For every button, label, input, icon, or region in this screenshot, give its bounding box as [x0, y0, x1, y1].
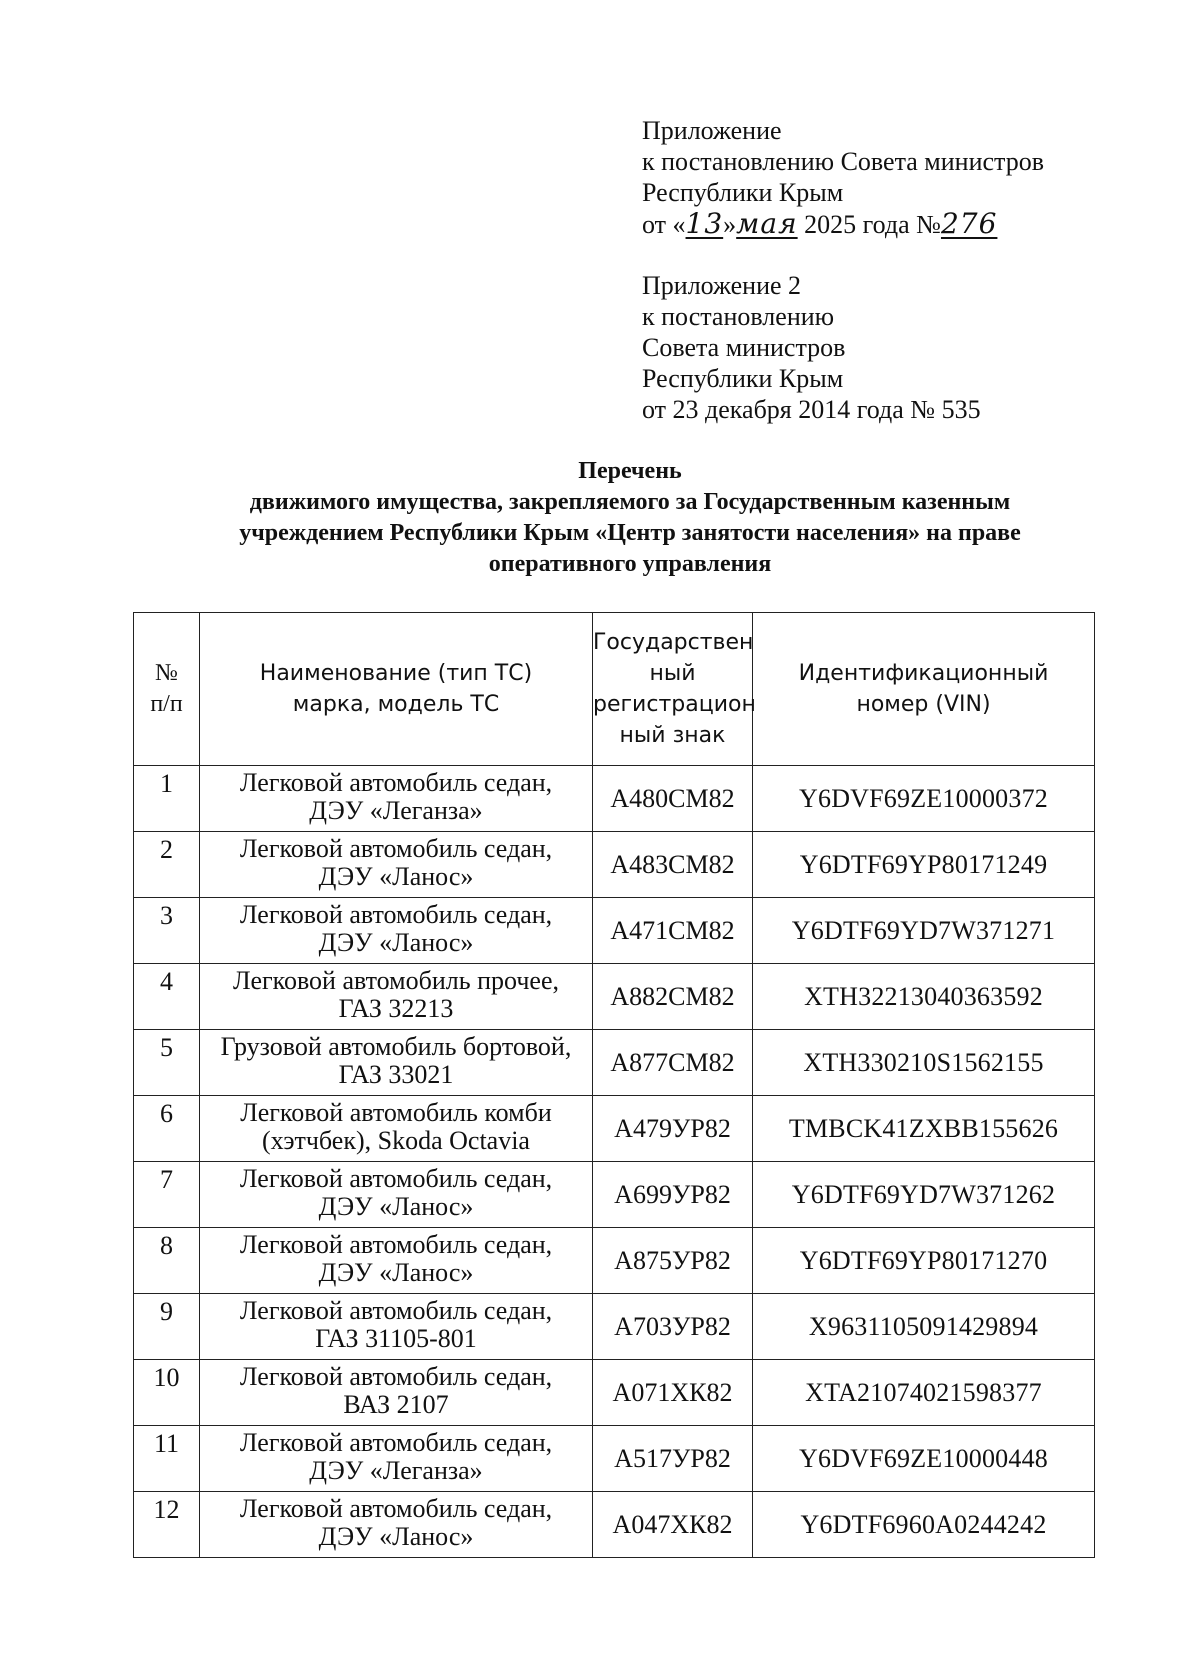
- row-number: 4: [134, 964, 200, 1030]
- title-line-2: движимого имущества, закрепляемого за Государственным казенным: [249, 489, 1011, 515]
- table-row: [134, 1162, 1095, 1228]
- vehicle-table: [133, 612, 1095, 1558]
- header-num-line2: п/п: [150, 691, 183, 717]
- table-header-row: [134, 613, 1095, 766]
- vehicle-type: Легковой автомобиль седан,: [239, 1164, 553, 1193]
- appendix-original-block: [642, 270, 981, 425]
- vehicle-model: ВАЗ 2107: [343, 1390, 449, 1419]
- registration-plate: А480СМ82: [593, 766, 753, 832]
- appendix-title: Приложение: [642, 116, 782, 145]
- header-name: [200, 613, 593, 766]
- table-row: [134, 1030, 1095, 1096]
- registration-plate: А882СМ82: [593, 964, 753, 1030]
- vin-number: XTH32213040363592: [753, 964, 1095, 1030]
- vehicle-name: [200, 1096, 593, 1162]
- vin-number: XTA21074021598377: [753, 1360, 1095, 1426]
- document-title: [150, 456, 1110, 580]
- row-number: 12: [134, 1492, 200, 1558]
- registration-plate: А483СМ82: [593, 832, 753, 898]
- header-name-line1: Наименование (тип ТС): [259, 661, 533, 686]
- row-number: 6: [134, 1096, 200, 1162]
- date-year-text: 2025 года №: [797, 210, 941, 239]
- vin-number: TMBCK41ZXBB155626: [753, 1096, 1095, 1162]
- vehicle-type: Легковой автомобиль седан,: [239, 1296, 553, 1325]
- header-vin-line1: Идентификационный: [798, 661, 1049, 686]
- appendix-date-line: [642, 208, 1044, 240]
- header-plate-line2: ный: [649, 661, 696, 686]
- row-number: 11: [134, 1426, 200, 1492]
- vehicle-model: ДЭУ «Ланос»: [318, 862, 474, 891]
- title-line-1: Перечень: [578, 458, 682, 484]
- vehicle-model: ДЭУ «Ланос»: [318, 1192, 474, 1221]
- row-number: 8: [134, 1228, 200, 1294]
- vehicle-type: Грузовой автомобиль бортовой,: [220, 1032, 572, 1061]
- header-vin: [753, 613, 1095, 766]
- vehicle-model: ДЭУ «Ланос»: [318, 1522, 474, 1551]
- vin-number: Y6DTF69YD7W371262: [753, 1162, 1095, 1228]
- vehicle-name: [200, 1030, 593, 1096]
- registration-plate: А699УР82: [593, 1162, 753, 1228]
- table-row: [134, 898, 1095, 964]
- appendix-republic-line: Республики Крым: [642, 178, 844, 207]
- registration-plate: А071ХК82: [593, 1360, 753, 1426]
- vehicle-type: Легковой автомобиль седан,: [239, 768, 553, 797]
- original-republic-line: Республики Крым: [642, 364, 844, 393]
- vehicle-name: [200, 898, 593, 964]
- title-line-3: учреждением Республики Крым «Центр занятости населения» на праве: [239, 520, 1021, 546]
- vin-number: XTH330210S1562155: [753, 1030, 1095, 1096]
- table-row: [134, 766, 1095, 832]
- original-appendix-title: Приложение 2: [642, 271, 802, 300]
- vehicle-name: [200, 1162, 593, 1228]
- row-number: 5: [134, 1030, 200, 1096]
- handwritten-day: 13: [685, 207, 724, 240]
- vehicle-model: (хэтчбек), Skoda Octavia: [262, 1126, 530, 1155]
- header-plate-line1: Государствен: [593, 630, 754, 655]
- row-number: 7: [134, 1162, 200, 1228]
- vehicle-name: [200, 964, 593, 1030]
- table-row: [134, 1096, 1095, 1162]
- row-number: 3: [134, 898, 200, 964]
- vehicle-name: [200, 1492, 593, 1558]
- vehicle-model: ДЭУ «Ланос»: [318, 1258, 474, 1287]
- row-number: 2: [134, 832, 200, 898]
- vehicle-type: Легковой автомобиль седан,: [239, 900, 553, 929]
- vin-number: X9631105091429894: [753, 1294, 1095, 1360]
- header-vin-line2: номер (VIN): [856, 692, 991, 717]
- vehicle-name: [200, 766, 593, 832]
- vehicle-type: Легковой автомобиль седан,: [239, 1494, 553, 1523]
- vehicle-name: [200, 832, 593, 898]
- table-body: [134, 766, 1095, 1558]
- row-number: 1: [134, 766, 200, 832]
- vehicle-model: ГАЗ 31105-801: [315, 1324, 477, 1353]
- vin-number: Y6DTF69YP80171270: [753, 1228, 1095, 1294]
- registration-plate: А047ХК82: [593, 1492, 753, 1558]
- row-number: 9: [134, 1294, 200, 1360]
- table-row: [134, 1360, 1095, 1426]
- registration-plate: А517УР82: [593, 1426, 753, 1492]
- appendix-current-block: [642, 115, 1044, 240]
- appendix-resolution-line: к постановлению Совета министров: [642, 147, 1044, 176]
- registration-plate: А877СМ82: [593, 1030, 753, 1096]
- date-day-close: »: [723, 210, 737, 239]
- vin-number: Y6DVF69ZE10000372: [753, 766, 1095, 832]
- registration-plate: А875УР82: [593, 1228, 753, 1294]
- header-plate-line4: ный знак: [619, 723, 726, 748]
- original-council-line: Совета министров: [642, 333, 846, 362]
- handwritten-number: 276: [940, 207, 998, 240]
- vehicle-type: Легковой автомобиль комби: [240, 1098, 552, 1127]
- vin-number: Y6DTF6960A0244242: [753, 1492, 1095, 1558]
- vehicle-type: Легковой автомобиль седан,: [239, 1362, 553, 1391]
- vehicle-model: ДЭУ «Ланос»: [318, 928, 474, 957]
- header-num-line1: №: [155, 660, 178, 686]
- vin-number: Y6DVF69ZE10000448: [753, 1426, 1095, 1492]
- handwritten-month: мая: [736, 207, 798, 240]
- title-line-4: оперативного управления: [488, 551, 772, 577]
- vehicle-type: Легковой автомобиль седан,: [239, 1230, 553, 1259]
- vehicle-name: [200, 1360, 593, 1426]
- row-number: 10: [134, 1360, 200, 1426]
- registration-plate: А703УР82: [593, 1294, 753, 1360]
- vehicle-model: ДЭУ «Леганза»: [309, 1456, 483, 1485]
- vin-number: Y6DTF69YP80171249: [753, 832, 1095, 898]
- vehicle-type: Легковой автомобиль седан,: [239, 1428, 553, 1457]
- original-resolution-line: к постановлению: [642, 302, 835, 331]
- table-row: [134, 1426, 1095, 1492]
- vehicle-type: Легковой автомобиль прочее,: [232, 966, 559, 995]
- vehicle-name: [200, 1426, 593, 1492]
- table-row: [134, 964, 1095, 1030]
- table-row: [134, 832, 1095, 898]
- original-date-line: от 23 декабря 2014 года № 535: [642, 395, 981, 424]
- vehicle-name: [200, 1228, 593, 1294]
- header-name-line2: марка, модель ТС: [292, 692, 500, 717]
- vin-number: Y6DTF69YD7W371271: [753, 898, 1095, 964]
- table-row: [134, 1492, 1095, 1558]
- header-num: [134, 613, 200, 766]
- date-prefix: от «: [642, 210, 686, 239]
- vehicle-model: ГАЗ 33021: [338, 1060, 454, 1089]
- table-row: [134, 1228, 1095, 1294]
- vehicle-model: ДЭУ «Леганза»: [309, 796, 483, 825]
- vehicle-type: Легковой автомобиль седан,: [239, 834, 553, 863]
- registration-plate: А471СМ82: [593, 898, 753, 964]
- registration-plate: А479УР82: [593, 1096, 753, 1162]
- vehicle-name: [200, 1294, 593, 1360]
- table-row: [134, 1294, 1095, 1360]
- header-plate-line3: регистрацион: [593, 692, 756, 717]
- vehicle-model: ГАЗ 32213: [338, 994, 454, 1023]
- header-plate: [593, 613, 756, 766]
